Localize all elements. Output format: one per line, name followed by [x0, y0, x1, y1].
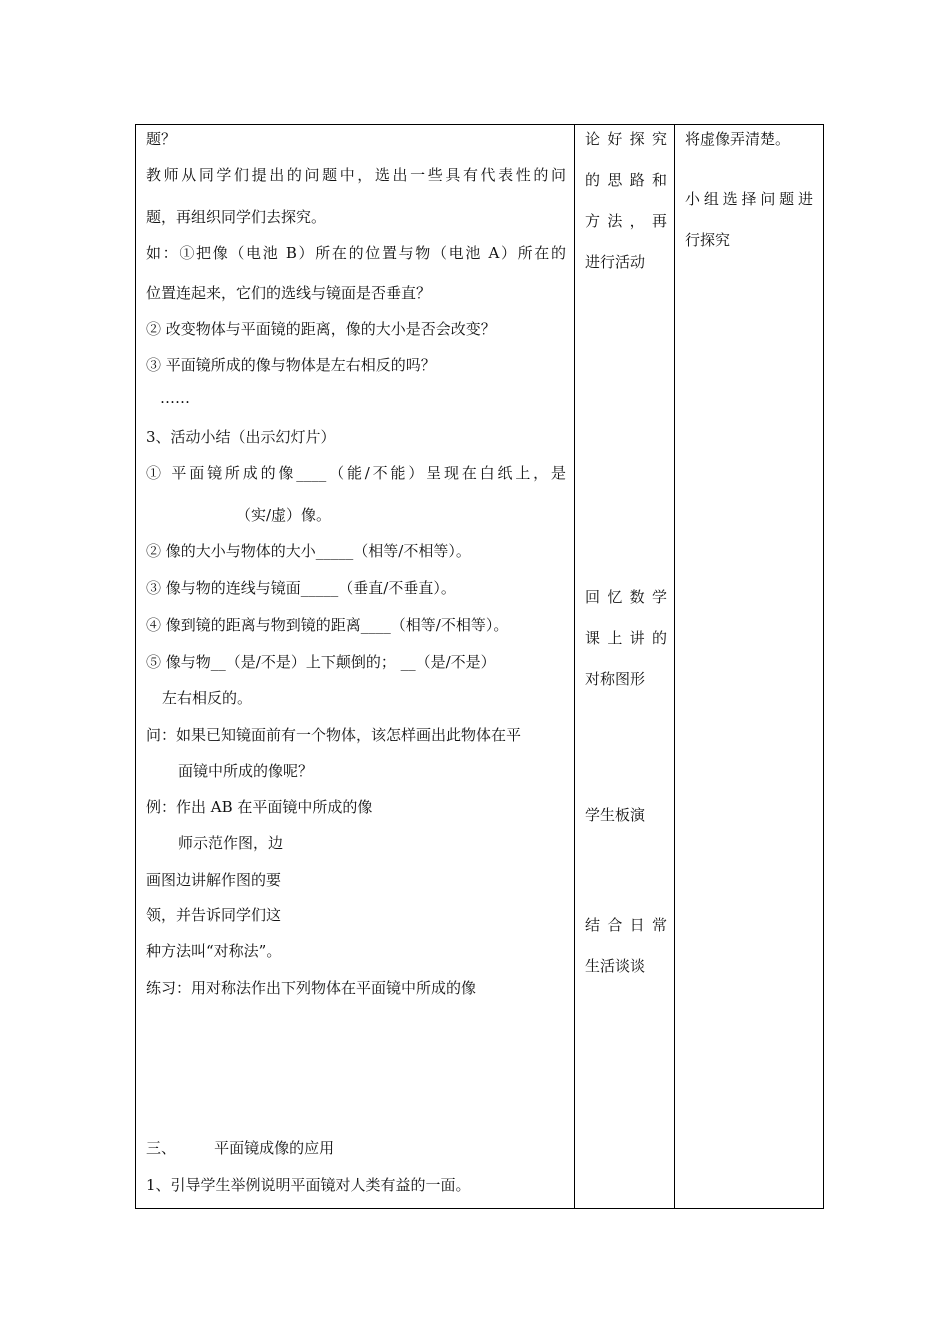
text-line: 1、引导学生举例说明平面镜对人类有益的一面。 — [146, 1176, 471, 1194]
text-line: 练习：用对称法作出下列物体在平面镜中所成的像 — [146, 979, 477, 997]
text-line: （实/虚）像。 — [236, 506, 332, 524]
section-heading: 三、 平面镜成像的应用 — [146, 1139, 335, 1157]
text-line: 方 法 ， 再 — [585, 212, 667, 230]
text-line: ⑤ 像与物__（是/不是）上下颠倒的； __（是/不是） — [146, 653, 496, 671]
text-line: 小组选择问题进 — [685, 190, 813, 208]
text-line: ③ 像与物的连线与镜面_____（垂直/不垂直）。 — [146, 579, 456, 597]
text-line: 将虚像弄清楚。 — [685, 130, 791, 148]
text-line: 题？ — [146, 130, 177, 148]
text-line: 生活谈谈 — [585, 957, 646, 975]
student-activity-column — [575, 125, 674, 1208]
text-line: 例：作出 AB 在平面镜中所成的像 — [146, 798, 373, 816]
text-line: 学生板演 — [585, 806, 646, 824]
text-line: ③ 平面镜所成的像与物体是左右相反的吗？ — [146, 356, 436, 374]
design-intent-column — [675, 125, 823, 1208]
text-line: 题，再组织同学们去探究。 — [146, 208, 327, 226]
text-line: ① 平面镜所成的像____（能/不能）呈现在白纸上，是 — [146, 464, 566, 482]
text-line: 种方法叫“对称法”。 — [146, 942, 282, 960]
section-heading: 3、活动小结（出示幻灯片） — [146, 428, 336, 446]
text-line: 论 好 探 究 — [585, 130, 667, 148]
text-line: 位置连起来，它们的选线与镜面是否垂直？ — [146, 284, 432, 302]
text-line: 师示范作图，边 — [178, 834, 284, 852]
text-line: 如：①把像（电池 B）所在的位置与物（电池 A）所在的 — [146, 244, 566, 262]
text-line: 问：如果已知镜面前有一个物体，该怎样画出此物体在平 — [146, 726, 522, 744]
text-line: 对称图形 — [585, 670, 646, 688]
text-line: 面镜中所成的像呢？ — [178, 762, 314, 780]
text-line: ② 像的大小与物体的大小_____（相等/不相等）。 — [146, 542, 471, 560]
text-line: 教师从同学们提出的问题中，选出一些具有代表性的问 — [146, 166, 566, 184]
text-line: 回 忆 数 学 — [585, 588, 667, 606]
text-line: ④ 像到镜的距离与物到镜的距离____（相等/不相等）。 — [146, 616, 509, 634]
text-line: 课 上 讲 的 — [585, 629, 667, 647]
text-line: 的 思 路 和 — [585, 171, 667, 189]
ellipsis: …… — [160, 389, 190, 407]
text-line: ② 改变物体与平面镜的距离，像的大小是否会改变？ — [146, 320, 496, 338]
text-line: 行探究 — [685, 231, 731, 249]
text-line: 画图边讲解作图的要 — [146, 871, 282, 889]
text-line: 结 合 日 常 — [585, 916, 667, 934]
text-line: 左右相反的。 — [162, 689, 253, 707]
teacher-activity-column — [136, 125, 574, 1208]
text-line: 进行活动 — [585, 253, 646, 271]
lesson-table — [135, 124, 824, 1209]
text-line: 领，并告诉同学们这 — [146, 906, 282, 924]
